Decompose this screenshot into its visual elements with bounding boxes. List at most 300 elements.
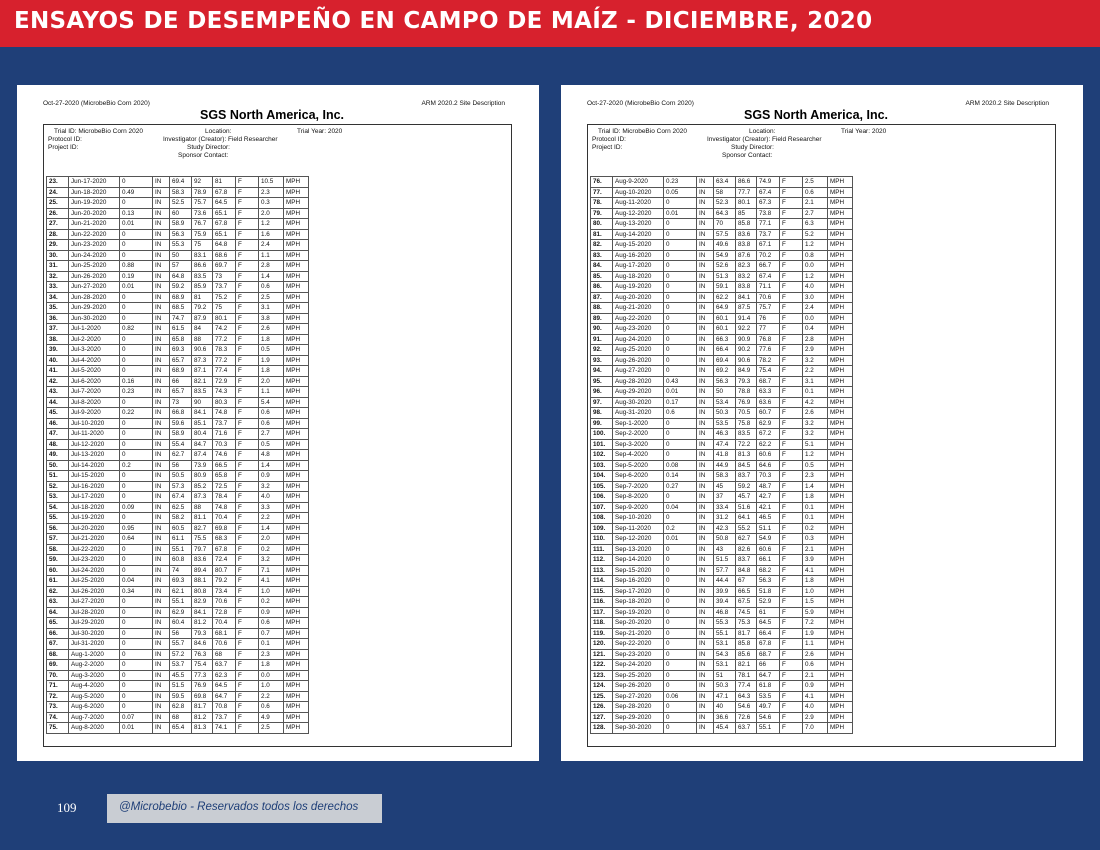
table-cell: IN — [697, 681, 714, 692]
table-cell: Aug-24-2020 — [613, 334, 664, 345]
table-cell: 51.5 — [714, 555, 736, 566]
table-cell: 68 — [170, 712, 192, 723]
table-cell: MPH — [284, 681, 309, 692]
table-cell: F — [236, 492, 259, 503]
table-cell: F — [236, 534, 259, 545]
table-cell: 0 — [664, 198, 697, 209]
table-cell: 69.4 — [170, 177, 192, 188]
table-cell: 62.3 — [213, 670, 236, 681]
table-cell: Sep-5-2020 — [613, 460, 664, 471]
table-cell: Jul-26-2020 — [69, 586, 120, 597]
table-cell: 83.1 — [192, 250, 213, 261]
table-cell: 0.01 — [664, 534, 697, 545]
table-cell: 60.1 — [714, 313, 736, 324]
table-cell: 74. — [47, 712, 69, 723]
table-cell: 85. — [591, 271, 613, 282]
table-cell: 1.0 — [803, 586, 828, 597]
table-cell: 0 — [120, 397, 153, 408]
report-box — [587, 124, 1056, 747]
table-cell: IN — [153, 240, 170, 251]
table-cell: Jul-2-2020 — [69, 334, 120, 345]
table-cell: MPH — [828, 607, 853, 618]
table-cell: 84.7 — [192, 439, 213, 450]
table-row — [591, 439, 853, 450]
table-cell: 85.9 — [192, 282, 213, 293]
table-cell: 64.3 — [714, 208, 736, 219]
table-cell: IN — [697, 534, 714, 545]
table-cell: 2.2 — [259, 691, 284, 702]
table-cell: MPH — [828, 418, 853, 429]
table-cell: 0 — [664, 261, 697, 272]
table-cell: 71.6 — [213, 429, 236, 440]
table-cell: 72.9 — [213, 376, 236, 387]
table-cell: 0.01 — [664, 387, 697, 398]
table-cell: MPH — [828, 345, 853, 356]
table-cell: 0 — [120, 565, 153, 576]
table-cell: 64.6 — [757, 460, 780, 471]
table-cell: Jul-11-2020 — [69, 429, 120, 440]
table-cell: MPH — [284, 597, 309, 608]
table-cell: 0.9 — [259, 607, 284, 618]
table-cell: 68.9 — [170, 292, 192, 303]
table-cell: 65.4 — [170, 723, 192, 734]
table-cell: 60.4 — [170, 618, 192, 629]
table-cell: 68.6 — [213, 250, 236, 261]
table-cell: 0 — [120, 334, 153, 345]
table-cell: 64.7 — [213, 691, 236, 702]
table-cell: 52.3 — [714, 198, 736, 209]
table-cell: Aug-16-2020 — [613, 250, 664, 261]
table-cell: 0.5 — [259, 345, 284, 356]
table-cell: 65.7 — [170, 387, 192, 398]
table-cell: F — [780, 460, 803, 471]
table-cell: 66.5 — [213, 460, 236, 471]
table-row — [47, 555, 309, 566]
table-cell: 0.06 — [664, 691, 697, 702]
table-cell: 50.8 — [714, 534, 736, 545]
table-cell: IN — [153, 418, 170, 429]
table-cell: 44.9 — [714, 460, 736, 471]
table-cell: Aug-11-2020 — [613, 198, 664, 209]
table-cell: 118. — [591, 618, 613, 629]
table-cell: 1.9 — [259, 355, 284, 366]
document-panel-right — [561, 85, 1083, 761]
table-cell: MPH — [828, 618, 853, 629]
table-cell: 0.22 — [120, 408, 153, 419]
table-cell: 59.2 — [170, 282, 192, 293]
table-cell: 10.5 — [259, 177, 284, 188]
table-cell: 88 — [192, 502, 213, 513]
table-cell: 0.04 — [120, 576, 153, 587]
table-cell: F — [780, 670, 803, 681]
table-cell: IN — [697, 492, 714, 503]
table-cell: 2.3 — [803, 471, 828, 482]
table-cell: F — [780, 607, 803, 618]
table-cell: 75.5 — [192, 534, 213, 545]
table-cell: 51. — [47, 471, 69, 482]
table-cell: 114. — [591, 576, 613, 587]
table-cell: F — [780, 366, 803, 377]
table-cell: 80. — [591, 219, 613, 230]
table-row — [47, 261, 309, 272]
table-cell: IN — [153, 670, 170, 681]
table-cell: 64.5 — [213, 681, 236, 692]
table-cell: F — [780, 261, 803, 272]
table-cell: MPH — [284, 324, 309, 335]
table-cell: MPH — [284, 607, 309, 618]
table-cell: MPH — [828, 187, 853, 198]
table-cell: Aug-8-2020 — [69, 723, 120, 734]
table-cell: F — [236, 702, 259, 713]
table-cell: 0.8 — [803, 250, 828, 261]
table-cell: 0 — [664, 271, 697, 282]
table-cell: 64.5 — [213, 198, 236, 209]
table-cell: F — [780, 492, 803, 503]
table-cell: F — [236, 607, 259, 618]
table-cell: 0.6 — [803, 187, 828, 198]
table-cell: 38. — [47, 334, 69, 345]
table-cell: IN — [153, 177, 170, 188]
table-cell: 67.8 — [213, 219, 236, 230]
table-cell: F — [236, 261, 259, 272]
table-cell: 51.1 — [757, 523, 780, 534]
table-cell: 68.7 — [757, 376, 780, 387]
table-cell: F — [780, 198, 803, 209]
table-cell: 31.2 — [714, 513, 736, 524]
table-cell: 4.1 — [803, 691, 828, 702]
table-cell: F — [236, 387, 259, 398]
table-cell: Aug-1-2020 — [69, 649, 120, 660]
table-cell: Jun-24-2020 — [69, 250, 120, 261]
table-cell: 59.1 — [714, 282, 736, 293]
table-cell: MPH — [828, 639, 853, 650]
table-cell: 82.1 — [736, 660, 757, 671]
table-cell: Jun-29-2020 — [69, 303, 120, 314]
table-cell: 67.4 — [757, 271, 780, 282]
table-cell: F — [236, 208, 259, 219]
table-cell: 67 — [736, 576, 757, 587]
table-cell: 55.7 — [170, 639, 192, 650]
table-cell: 73.7 — [213, 282, 236, 293]
table-cell: 46. — [47, 418, 69, 429]
table-cell: F — [780, 250, 803, 261]
table-cell: 54.6 — [736, 702, 757, 713]
table-cell: 0 — [120, 240, 153, 251]
table-cell: 68 — [213, 649, 236, 660]
table-cell: 0.4 — [803, 324, 828, 335]
table-row — [591, 408, 853, 419]
table-cell: F — [780, 324, 803, 335]
table-cell: 69.7 — [213, 261, 236, 272]
table-cell: Jul-25-2020 — [69, 576, 120, 587]
table-cell: MPH — [828, 481, 853, 492]
table-cell: MPH — [284, 250, 309, 261]
table-cell: MPH — [284, 523, 309, 534]
table-cell: MPH — [284, 334, 309, 345]
table-cell: 78.8 — [736, 387, 757, 398]
table-cell: MPH — [828, 334, 853, 345]
table-cell: 47. — [47, 429, 69, 440]
table-cell: MPH — [828, 324, 853, 335]
table-cell: IN — [153, 219, 170, 230]
table-cell: 0.09 — [120, 502, 153, 513]
table-cell: 63. — [47, 597, 69, 608]
table-cell: 120. — [591, 639, 613, 650]
table-cell: IN — [153, 429, 170, 440]
table-cell: 68.1 — [213, 628, 236, 639]
table-cell: F — [236, 639, 259, 650]
table-cell: 0 — [120, 702, 153, 713]
table-cell: 75.8 — [736, 418, 757, 429]
table-cell: 67.4 — [757, 187, 780, 198]
table-cell: 0 — [120, 439, 153, 450]
table-cell: 55.1 — [714, 628, 736, 639]
table-row — [47, 177, 309, 188]
table-cell: F — [236, 187, 259, 198]
table-cell: 0.01 — [120, 282, 153, 293]
table-cell: 67.5 — [736, 597, 757, 608]
table-row — [47, 712, 309, 723]
table-cell: 70.6 — [213, 597, 236, 608]
table-cell: MPH — [828, 271, 853, 282]
table-cell: Sep-18-2020 — [613, 597, 664, 608]
table-row — [47, 198, 309, 209]
table-cell: IN — [697, 240, 714, 251]
table-row — [47, 429, 309, 440]
table-cell: 91. — [591, 334, 613, 345]
table-cell: 63.7 — [736, 723, 757, 734]
table-row — [47, 492, 309, 503]
table-cell: 58.3 — [714, 471, 736, 482]
table-cell: 73.7 — [213, 712, 236, 723]
table-cell: F — [236, 313, 259, 324]
table-cell: IN — [153, 628, 170, 639]
table-row — [47, 229, 309, 240]
table-cell: F — [780, 660, 803, 671]
table-cell: 70.6 — [213, 639, 236, 650]
table-cell: Sep-22-2020 — [613, 639, 664, 650]
table-cell: MPH — [284, 712, 309, 723]
table-cell: 66.8 — [170, 408, 192, 419]
table-cell: 82.6 — [736, 544, 757, 555]
table-cell: 56.3 — [757, 576, 780, 587]
table-cell: 62.1 — [170, 586, 192, 597]
table-cell: 62.8 — [170, 702, 192, 713]
table-cell: 46.3 — [714, 429, 736, 440]
table-cell: 61 — [757, 607, 780, 618]
table-cell: IN — [697, 324, 714, 335]
table-cell: 37 — [714, 492, 736, 503]
table-cell: 57.2 — [170, 649, 192, 660]
table-cell: 74.8 — [213, 408, 236, 419]
table-cell: 74.1 — [213, 723, 236, 734]
table-cell: 39. — [47, 345, 69, 356]
table-cell: MPH — [284, 639, 309, 650]
table-cell: 0.95 — [120, 523, 153, 534]
table-cell: Sep-17-2020 — [613, 586, 664, 597]
table-cell: 79.3 — [192, 628, 213, 639]
table-cell: 1.5 — [803, 597, 828, 608]
table-row — [47, 355, 309, 366]
table-cell: 0 — [120, 492, 153, 503]
table-cell: 73 — [213, 271, 236, 282]
table-cell: 55.4 — [170, 439, 192, 450]
table-cell: F — [780, 334, 803, 345]
table-cell: 65. — [47, 618, 69, 629]
table-cell: 71.1 — [757, 282, 780, 293]
table-cell: 2.2 — [259, 513, 284, 524]
table-cell: Sep-14-2020 — [613, 555, 664, 566]
table-cell: MPH — [828, 586, 853, 597]
table-cell: 83.7 — [736, 555, 757, 566]
table-cell: IN — [697, 334, 714, 345]
table-cell: 0.64 — [120, 534, 153, 545]
table-cell: IN — [153, 450, 170, 461]
table-cell: 1.4 — [259, 523, 284, 534]
table-row — [47, 460, 309, 471]
table-cell: 40. — [47, 355, 69, 366]
table-cell: F — [780, 345, 803, 356]
table-cell: 54.3 — [714, 649, 736, 660]
table-cell: 73.7 — [757, 229, 780, 240]
table-cell: F — [236, 681, 259, 692]
table-cell: F — [780, 219, 803, 230]
table-cell: 0.04 — [664, 502, 697, 513]
table-row — [47, 208, 309, 219]
table-cell: 0 — [120, 303, 153, 314]
table-cell: 75.4 — [192, 660, 213, 671]
table-cell: 55.2 — [736, 523, 757, 534]
table-cell: 59. — [47, 555, 69, 566]
table-cell: 73.4 — [213, 586, 236, 597]
table-cell: 69.4 — [714, 355, 736, 366]
table-cell: 82.7 — [192, 523, 213, 534]
table-row — [47, 471, 309, 482]
table-cell: 87. — [591, 292, 613, 303]
table-cell: Jul-8-2020 — [69, 397, 120, 408]
table-cell: MPH — [284, 240, 309, 251]
table-cell: IN — [153, 292, 170, 303]
table-cell: Jul-27-2020 — [69, 597, 120, 608]
table-cell: 65.8 — [213, 471, 236, 482]
table-cell: 87.1 — [192, 366, 213, 377]
table-cell: 42. — [47, 376, 69, 387]
table-cell: 0.17 — [664, 397, 697, 408]
report-page — [37, 99, 531, 755]
table-cell: IN — [697, 345, 714, 356]
table-cell: F — [236, 450, 259, 461]
table-cell: Sep-19-2020 — [613, 607, 664, 618]
table-cell: 78. — [591, 198, 613, 209]
table-cell: 127. — [591, 712, 613, 723]
table-cell: Jun-19-2020 — [69, 198, 120, 209]
table-cell: IN — [153, 492, 170, 503]
table-cell: 7.0 — [803, 723, 828, 734]
table-cell: F — [236, 660, 259, 671]
table-cell: IN — [153, 376, 170, 387]
table-cell: F — [236, 712, 259, 723]
table-cell: 77.2 — [213, 355, 236, 366]
table-cell: F — [236, 586, 259, 597]
table-cell: 0.19 — [120, 271, 153, 282]
table-cell: 68.3 — [213, 534, 236, 545]
table-cell: 74.3 — [213, 387, 236, 398]
table-cell: 56 — [170, 460, 192, 471]
table-cell: Jul-14-2020 — [69, 460, 120, 471]
table-cell: 0 — [664, 429, 697, 440]
table-cell: 74.9 — [757, 177, 780, 188]
table-cell: Sep-12-2020 — [613, 534, 664, 545]
table-cell: IN — [697, 408, 714, 419]
table-cell: 1.6 — [259, 229, 284, 240]
sponsor-contact: Sponsor Contact: — [722, 152, 773, 159]
table-cell: 62.9 — [170, 607, 192, 618]
table-cell: IN — [153, 702, 170, 713]
table-cell: 50.5 — [170, 471, 192, 482]
table-cell: 46.5 — [757, 513, 780, 524]
table-cell: 52. — [47, 481, 69, 492]
table-cell: 41. — [47, 366, 69, 377]
table-row — [47, 670, 309, 681]
table-cell: 54.9 — [757, 534, 780, 545]
table-cell: F — [236, 429, 259, 440]
table-cell: MPH — [828, 240, 853, 251]
table-row — [47, 702, 309, 713]
table-cell: 53.1 — [714, 660, 736, 671]
table-cell: 0.7 — [259, 628, 284, 639]
table-cell: 77. — [591, 187, 613, 198]
table-row — [591, 187, 853, 198]
trial-year: Trial Year: 2020 — [297, 128, 343, 135]
table-cell: 2.7 — [803, 208, 828, 219]
table-cell: 0 — [120, 639, 153, 650]
table-cell: 0 — [664, 712, 697, 723]
table-cell: 87.9 — [192, 313, 213, 324]
table-cell: Jul-28-2020 — [69, 607, 120, 618]
table-cell: 64.8 — [213, 240, 236, 251]
table-cell: IN — [153, 691, 170, 702]
table-cell: 61.5 — [170, 324, 192, 335]
table-cell: 2.4 — [259, 240, 284, 251]
table-cell: MPH — [284, 408, 309, 419]
table-cell: 79.2 — [213, 576, 236, 587]
table-cell: 70.3 — [213, 439, 236, 450]
table-cell: 48. — [47, 439, 69, 450]
table-cell: Jun-17-2020 — [69, 177, 120, 188]
table-cell: Aug-29-2020 — [613, 387, 664, 398]
trial-id: Trial ID: MicrobeBio Corn 2020 — [54, 128, 143, 135]
table-cell: 72.4 — [213, 555, 236, 566]
table-row — [591, 282, 853, 293]
table-cell: IN — [153, 439, 170, 450]
table-cell: 50.3 — [714, 408, 736, 419]
table-cell: 0.05 — [664, 187, 697, 198]
table-cell: 5.2 — [803, 229, 828, 240]
table-cell: 88. — [591, 303, 613, 314]
table-cell: IN — [697, 670, 714, 681]
table-cell: F — [780, 397, 803, 408]
table-cell: 0 — [120, 660, 153, 671]
table-row — [591, 376, 853, 387]
table-cell: Sep-15-2020 — [613, 565, 664, 576]
table-cell: IN — [697, 366, 714, 377]
table-cell: MPH — [828, 670, 853, 681]
table-cell: MPH — [828, 660, 853, 671]
table-cell: 69.8 — [213, 523, 236, 534]
table-cell: 1.1 — [259, 387, 284, 398]
table-cell: 0.2 — [259, 597, 284, 608]
table-cell: 0 — [120, 481, 153, 492]
